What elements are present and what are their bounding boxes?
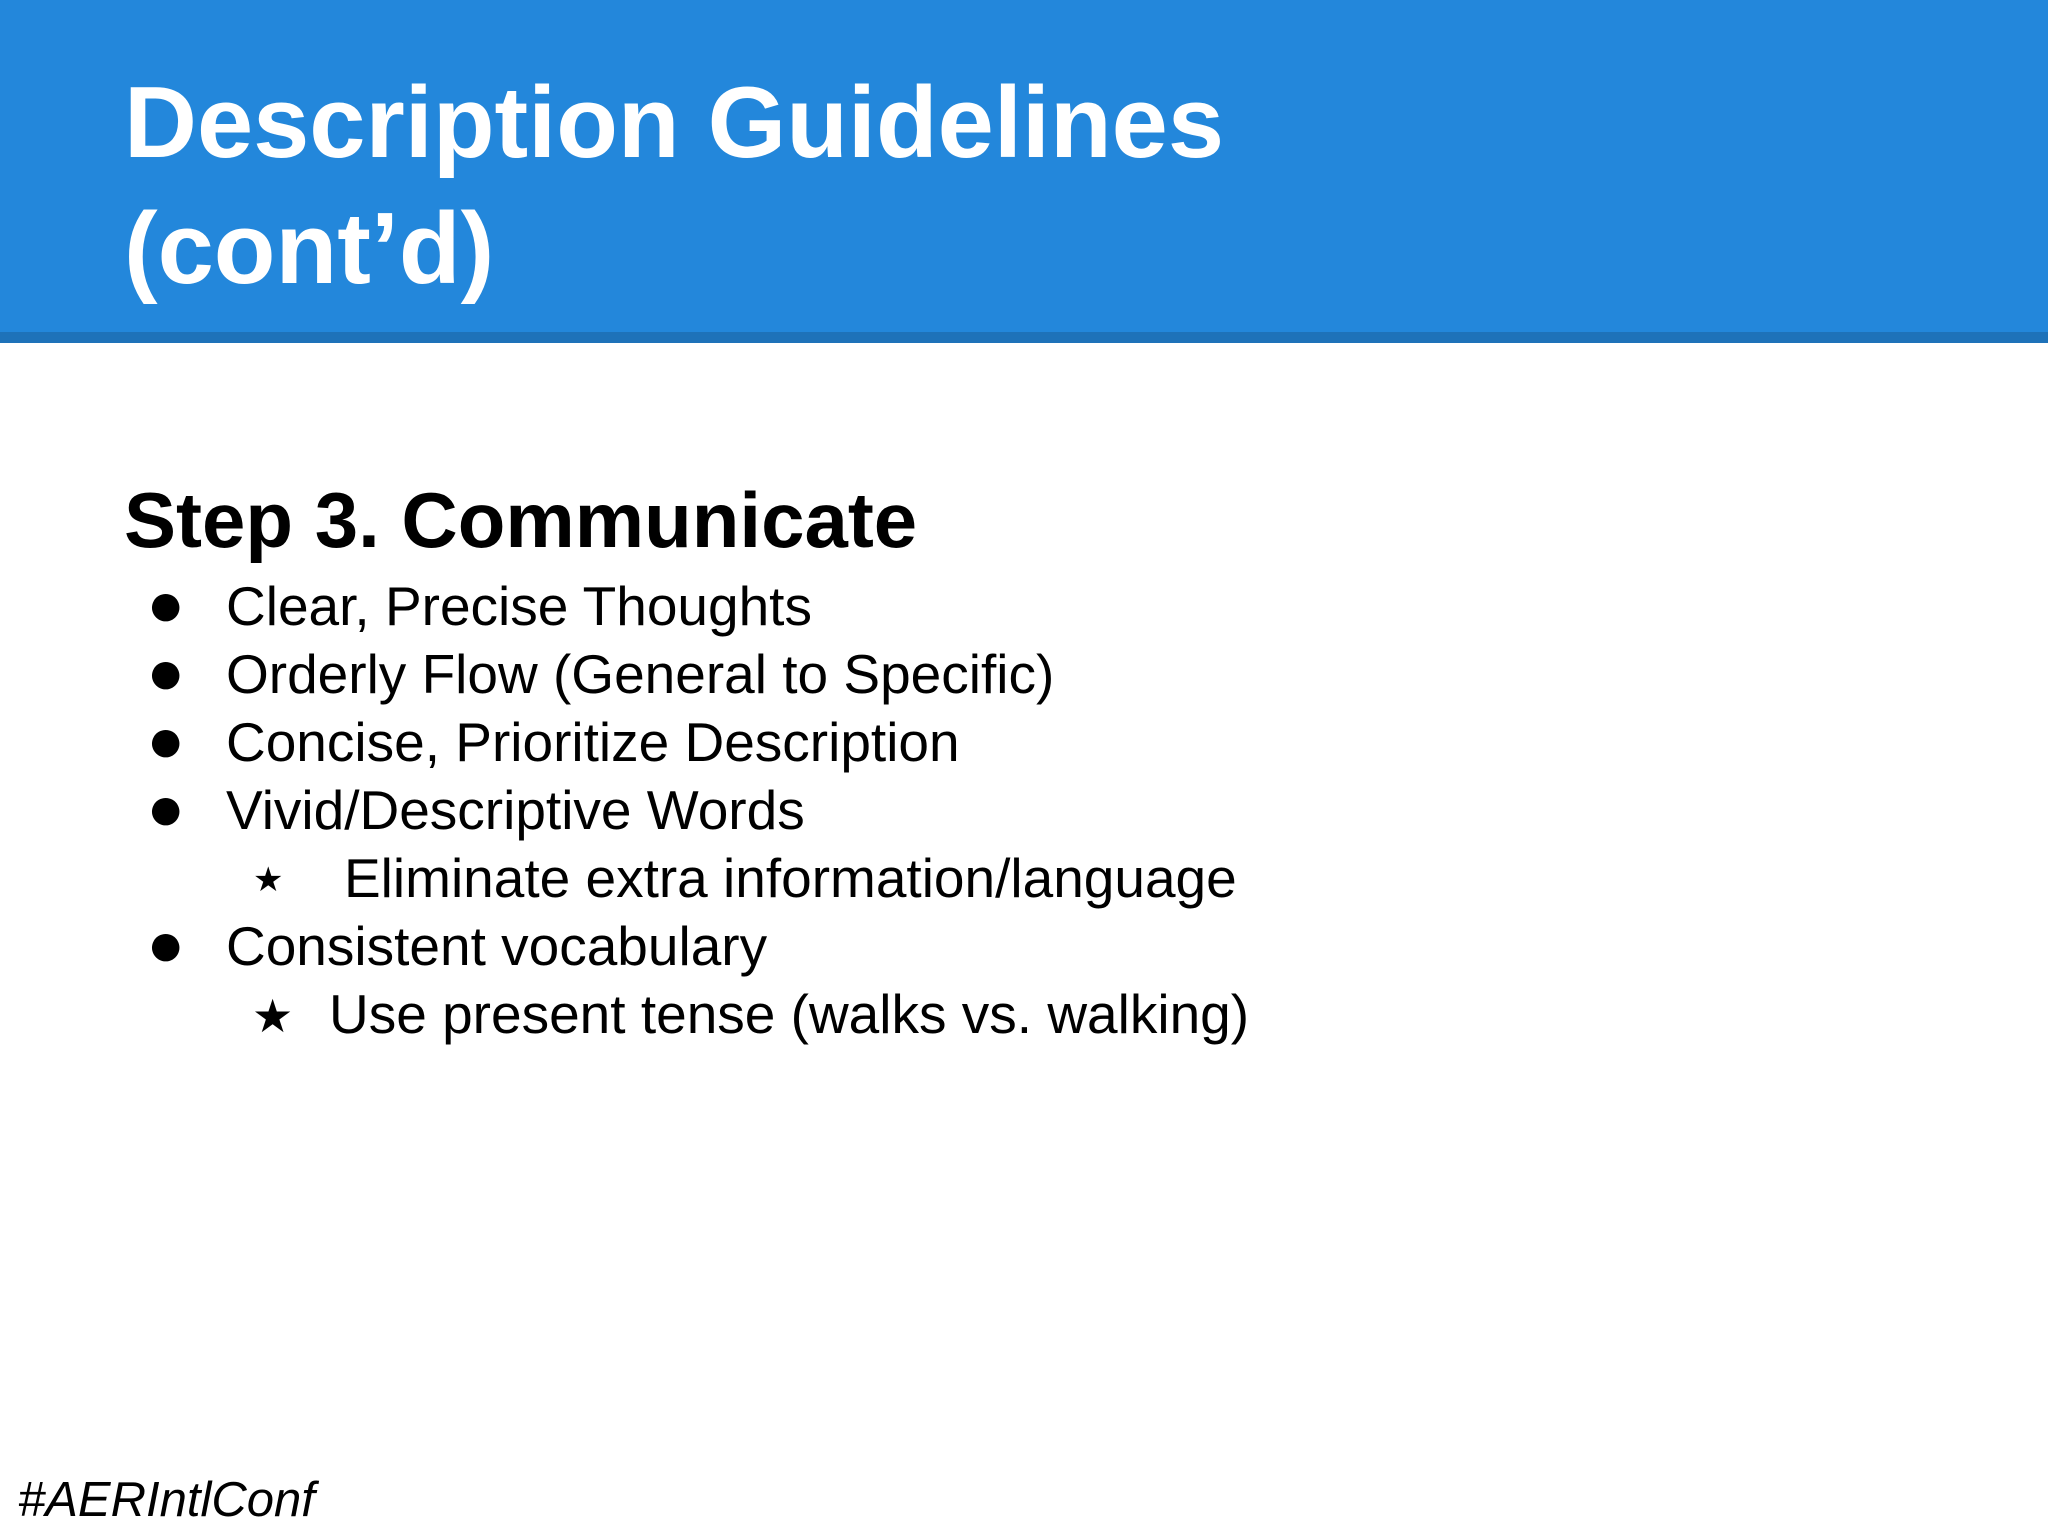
list-item bbox=[124, 708, 1624, 776]
list-item bbox=[124, 640, 1624, 708]
star-icon: ★ bbox=[252, 989, 294, 1043]
slide-title bbox=[124, 60, 1224, 312]
step-heading: Step 3. Communicate bbox=[124, 476, 918, 564]
bullet-dot-icon: ● bbox=[150, 653, 182, 694]
list-item-text: Concise, Prioritize Description bbox=[226, 711, 960, 773]
star-icon: ★ bbox=[253, 860, 284, 900]
bullet-dot-icon: ● bbox=[150, 925, 182, 966]
bullet-dot-icon: ● bbox=[150, 585, 182, 626]
slide-title-line-1: Description Guidelines bbox=[124, 67, 1225, 179]
list-item-text: Clear, Precise Thoughts bbox=[226, 575, 812, 637]
slide-title-line-2: (cont’d) bbox=[124, 193, 495, 305]
bullet-dot-icon: ● bbox=[150, 721, 182, 762]
list-item bbox=[124, 776, 1624, 844]
bullet-dot-icon: ● bbox=[150, 789, 182, 830]
guideline-list bbox=[124, 572, 1624, 1048]
slide-body bbox=[124, 468, 1624, 1048]
list-item bbox=[124, 572, 1624, 640]
sub-list-item bbox=[124, 980, 1624, 1048]
title-banner bbox=[0, 0, 2048, 332]
list-item bbox=[124, 912, 1624, 980]
list-item-text: Orderly Flow (General to Specific) bbox=[226, 643, 1055, 705]
title-banner-rule bbox=[0, 332, 2048, 343]
sub-list-item bbox=[124, 844, 1624, 912]
sub-list-item-text: Use present tense (walks vs. walking) bbox=[329, 983, 1250, 1045]
conference-hashtag: #AERIntlConf bbox=[18, 1473, 315, 1527]
sub-list-item-text: Eliminate extra information/language bbox=[344, 847, 1237, 909]
list-item-text: Vivid/Descriptive Words bbox=[226, 779, 805, 841]
list-item-text: Consistent vocabulary bbox=[226, 915, 768, 977]
